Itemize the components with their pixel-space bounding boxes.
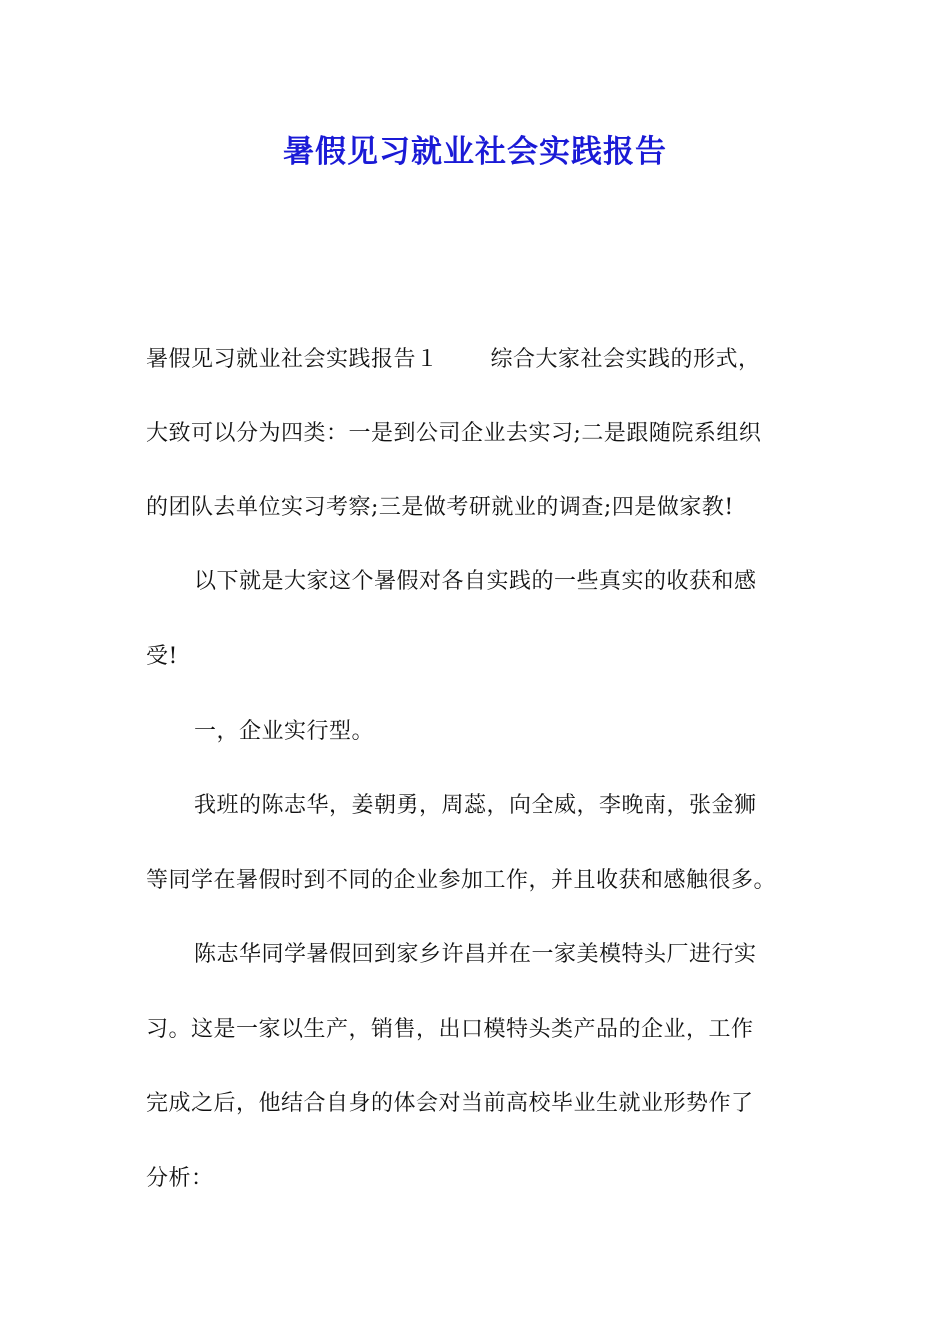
text-line: 习。这是一家以生产，销售，出口模特头类产品的企业，工作 — [146, 1017, 754, 1042]
text-line: 等同学在暑假时到不同的企业参加工作，并且收获和感触很多。 — [146, 868, 777, 893]
text-line: 分析： — [146, 1166, 214, 1191]
text-line: 以下就是大家这个暑假对各自实践的一些真实的收获和感 — [194, 569, 757, 594]
report-label: 暑假见习就业社会实践报告１ — [146, 347, 439, 372]
text-line: 的团队去单位实习考察;三是做考研就业的调查;四是做家教! — [146, 495, 734, 520]
text-line-continuation: 综合大家社会实践的形式， — [490, 347, 761, 372]
text-line: 受! — [146, 644, 178, 669]
text-line: 完成之后，他结合自身的体会对当前高校毕业生就业形势作了 — [146, 1091, 754, 1116]
document-title: 暑假见习就业社会实践报告 — [283, 134, 667, 170]
text-line: 陈志华同学暑假回到家乡许昌并在一家美模特头厂进行实 — [194, 942, 757, 967]
section-heading: 一，企业实行型。 — [194, 719, 375, 744]
text-line: 大致可以分为四类：一是到公司企业去实习;二是跟随院系组织 — [146, 421, 762, 446]
text-line — [146, 342, 811, 378]
text-line: 我班的陈志华，姜朝勇，周蕊，向全威，李晚南，张金狮 — [194, 793, 757, 818]
